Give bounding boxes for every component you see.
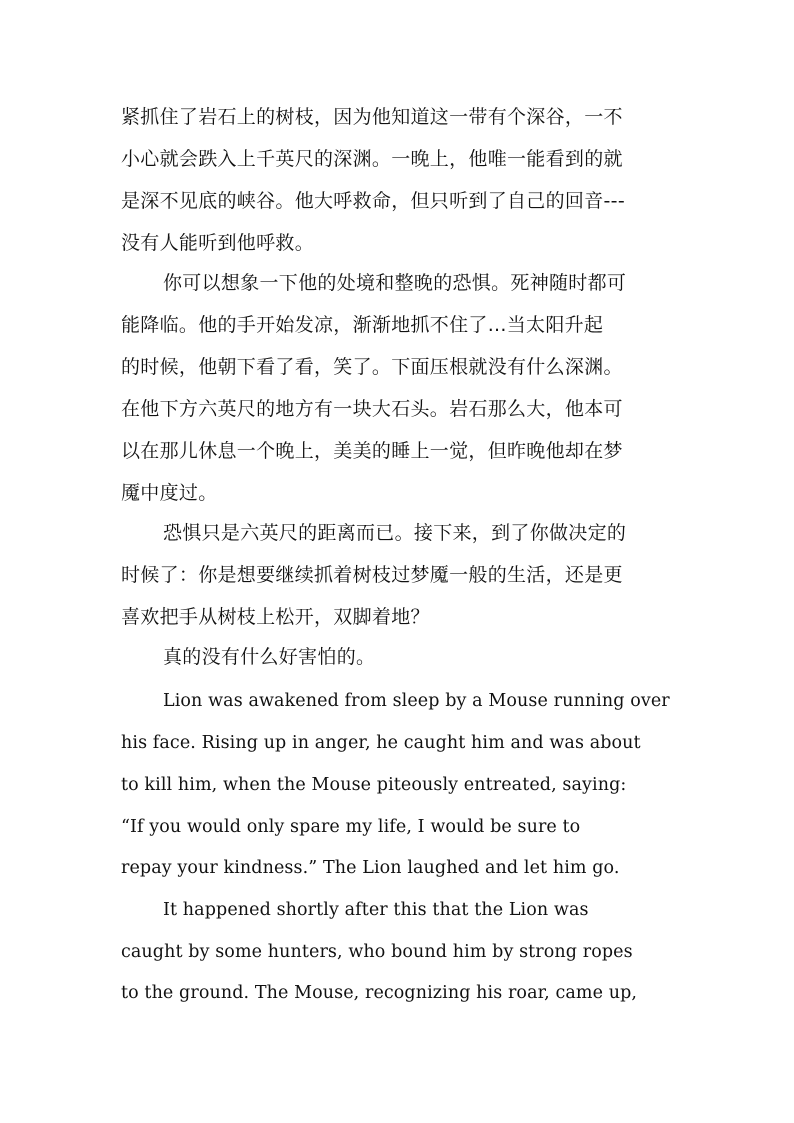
text-line: to kill him, when the Mouse piteously entreated, saying:: [121, 775, 627, 795]
text-line: 紧抓住了岩石上的树枝，因为他知道这一带有个深谷，一不: [121, 106, 623, 128]
text-line: 是深不见底的峡谷。他大呼救命，但只听到了自己的回音---: [121, 190, 625, 212]
text-line: 能降临。他的手开始发凉，渐渐地抓不住了...当太阳升起: [121, 314, 604, 336]
text-line: caught by some hunters, who bound him by strong ropes: [121, 942, 633, 962]
paragraph-start-line: It happened shortly after this that the Lion was: [163, 900, 589, 920]
text-line: 以在那儿休息一个晚上，美美的睡上一觉，但昨晚他却在梦: [121, 440, 623, 462]
text-line: repay your kindness.” The Lion laughed and let him go.: [121, 858, 620, 878]
text-line: 时候了：你是想要继续抓着树枝过梦魇一般的生活，还是更: [121, 564, 623, 586]
text-line: 没有人能听到他呼救。: [121, 232, 315, 254]
text-line: 魇中度过。: [121, 482, 218, 504]
text-line: 在他下方六英尺的地方有一块大石头。岩石那么大，他本可: [121, 398, 623, 420]
text-line: 喜欢把手从树枝上松开，双脚着地？: [121, 606, 430, 628]
text-line: 的时候，他朝下看了看，笑了。下面压根就没有什么深渊。: [121, 356, 623, 378]
paragraph-start-line: 恐惧只是六英尺的距离而已。接下来，到了你做决定的: [163, 522, 627, 544]
paragraph-start-line: Lion was awakened from sleep by a Mouse running over: [163, 691, 670, 711]
text-line: to the ground. The Mouse, recognizing his roar, came up,: [121, 983, 638, 1003]
text-line: 小心就会跌入上千英尺的深渊。一晚上，他唯一能看到的就: [121, 148, 623, 170]
text-line: “If you would only spare my life, I would be sure to: [121, 817, 581, 837]
paragraph-start-line: 你可以想象一下他的处境和整晚的恐惧。死神随时都可: [163, 272, 627, 294]
paragraph-start-line: 真的没有什么好害怕的。: [163, 646, 376, 668]
text-line: his face. Rising up in anger, he caught him and was about: [121, 733, 641, 753]
